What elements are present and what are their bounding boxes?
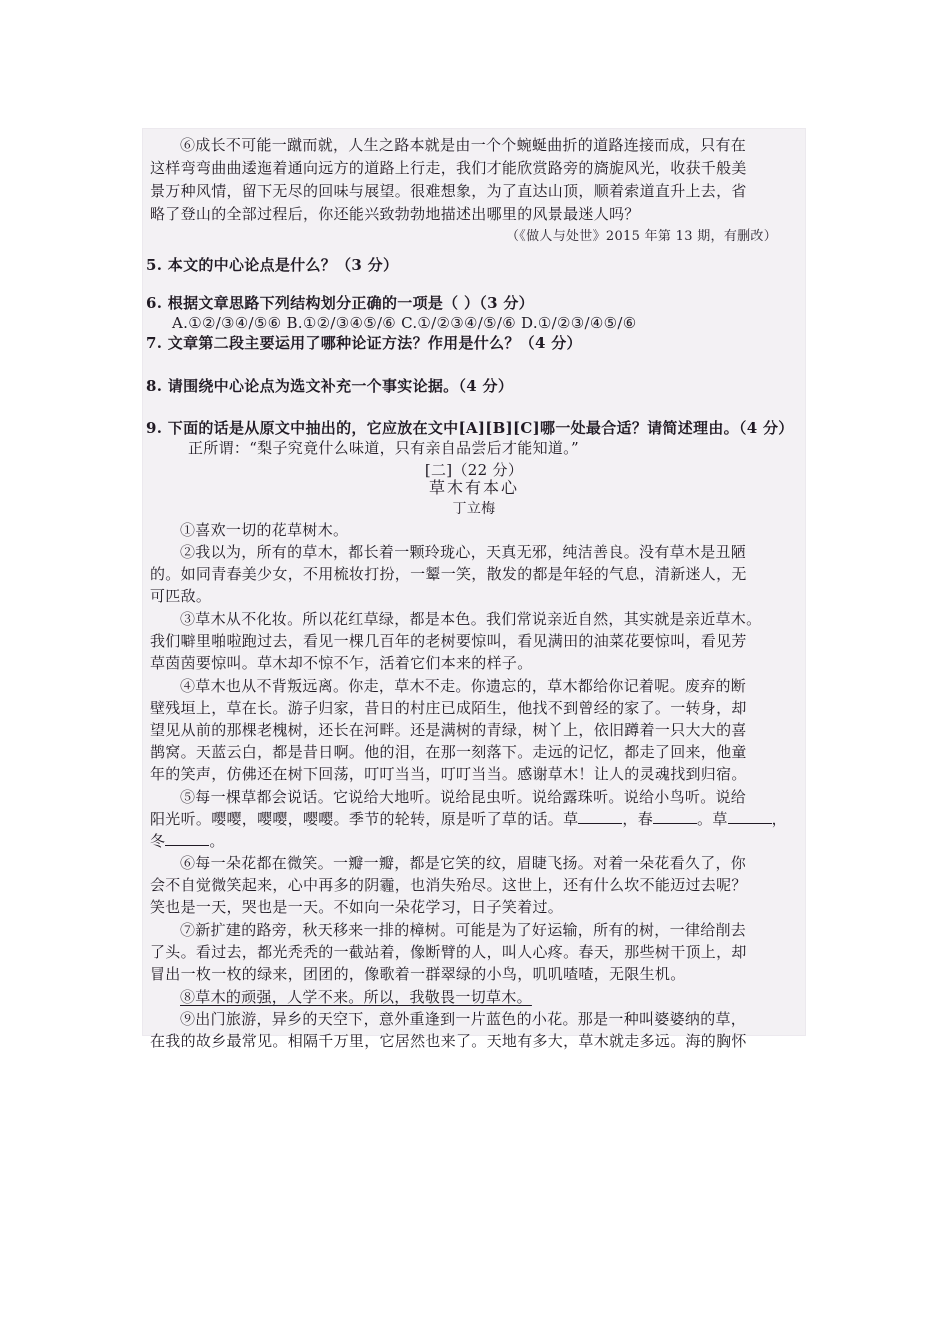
paragraph-line: 我们噼里啪啦跑过去，看见一棵几百年的老树要惊叫，看见满田的油菜花要惊叫，看见芳 — [150, 632, 747, 650]
answer-blank[interactable] — [653, 809, 697, 824]
paragraph-line: 会不自觉微笑起来，心中再多的阴霾，也消失殆尽。这世上，还有什么坎不能迈过去呢？ — [150, 876, 747, 894]
paragraph-line: ②我以为，所有的草木，都长着一颗玲珑心，天真无邪，纯洁善良。没有草木是丑陋 — [180, 543, 747, 561]
question-7: 7. 文章第二段主要运用了哪种论证方法？作用是什么？（4 分） — [146, 334, 582, 352]
paragraph-line: ①喜欢一切的花草树木。 — [180, 521, 349, 539]
paragraph-line: 望见从前的那棵老槐树，还长在河畔。还是满树的青绿，树丫上，依旧蹲着一只大大的喜 — [150, 721, 747, 739]
source-citation: （《做人与处世》2015 年第 13 期，有删改） — [506, 229, 778, 244]
question-8: 8. 请围绕中心论点为选文补充一个事实论据。（4 分） — [146, 377, 514, 395]
paragraph-line: 景万种风情，留下无尽的回味与展望。很难想象，为了直达山顶，顺着索道直升上去，省 — [150, 182, 747, 200]
text-run: 。草 — [697, 810, 728, 828]
paragraph-line: ⑥成长不可能一蹴而就，人生之路本就是由一个个蜿蜒曲折的道路连接而成，只有在 — [180, 136, 747, 154]
answer-blank[interactable] — [578, 809, 622, 824]
paragraph-line: 了头。看过去，都光秃秃的一截站着，像断臂的人，叫人心疼。春天，那些树干顶上，却 — [150, 943, 747, 961]
question-9: 9. 下面的话是从原文中抽出的，它应放在文中[A][B][C]哪一处最合适？请简述理由。（4 分） — [146, 419, 794, 437]
paragraph-line: ③草木从不化妆。所以花红草绿，都是本色。我们常说亲近自然，其实就是亲近草木。 — [180, 610, 762, 628]
essay-author: 丁立梅 — [452, 501, 496, 517]
paragraph-line: 略了登山的全部过程后，你还能兴致勃勃地描述出哪里的风景最迷人吗？ — [150, 205, 640, 223]
paragraph-line: 冒出一枚一枚的绿来，团团的，像歌着一群翠绿的小鸟，叽叽喳喳，无限生机。 — [150, 965, 686, 983]
question-6: 6. 根据文章思路下列结构划分正确的一项是（ ）（3 分） — [146, 294, 534, 312]
document-body-end — [150, 1008, 798, 1098]
paragraph-line: 草茵茵要惊叫。草木却不惊不乍，活着它们本来的样子。 — [150, 654, 533, 672]
paragraph-line: 壁残垣上，草在长。游子归家，昔日的村庄已成陌生，他找不到曾经的家了。一转身，却 — [150, 699, 747, 717]
paragraph-line: ⑨出门旅游，异乡的天空下，意外重逢到一片蓝色的小花。那是一种叫婆婆纳的草， — [180, 1010, 747, 1028]
paragraph-line: ④草木也从不背叛远离。你走，草木不走。你遗忘的，草木都给你记着呢。废弃的断 — [180, 677, 747, 695]
paragraph-line: 在我的故乡最常见。相隔千万里，它居然也来了。天地有多大，草木就走多远。海的胸怀 — [150, 1032, 747, 1050]
paragraph-line-with-blanks — [150, 808, 787, 830]
paragraph-line: 笑也是一天，哭也是一天。不如向一朵花学习，日子笑着过。 — [150, 898, 564, 916]
text-run: ， — [771, 810, 787, 828]
answer-blank[interactable] — [165, 831, 209, 846]
paragraph-line: ⑦新扩建的路旁，秋天移来一排的樟树。可能是为了好运输，所有的树，一律给削去 — [180, 921, 747, 939]
text-run: 阳光听。嘤嘤，嘤嘤，嘤嘤。季节的轮转，原是听了草的话。草 — [150, 810, 579, 828]
question-5: 5. 本文的中心论点是什么？（3 分） — [146, 256, 399, 274]
paragraph-line: 可匹敌。 — [150, 587, 212, 605]
text-run: 。 — [209, 832, 225, 850]
paragraph-line-with-blanks — [150, 830, 225, 852]
underlined-sentence: ⑧草木的顽强，人学不来。所以，我敬畏一切草木。 — [180, 988, 532, 1006]
paragraph-line: 鹊窝。天蓝云白，都是昔日啊。他的泪，在那一刻落下。走远的记忆，都走了回来，他童 — [150, 743, 747, 761]
paragraph-line: 这样弯弯曲曲逶迤着通向远方的道路上行走，我们才能欣赏路旁的旖旎风光，收获千般美 — [150, 159, 747, 177]
paragraph-line: ⑤每一棵草都会说话。它说给大地听。说给昆虫听。说给露珠听。说给小鸟听。说给 — [180, 788, 747, 806]
question-9-quote: 正所谓：“梨子究竟什么味道，只有亲自品尝后才能知道。” — [188, 439, 579, 457]
paragraph-line: 年的笑声，仿佛还在树下回荡，叮叮当当，叮叮当当。感谢草木！让人的灵魂找到归宿。 — [150, 765, 747, 783]
text-run: ，春 — [622, 810, 654, 828]
text-run: 冬 — [150, 832, 166, 850]
section-heading: [二]（22 分） — [424, 461, 524, 479]
answer-blank[interactable] — [728, 809, 772, 824]
paragraph-line: ⑥每一朵花都在微笑。一瓣一瓣，都是它笑的纹，眉睫飞扬。对着一朵花看久了，你 — [180, 854, 747, 872]
question-6-options: A.①②/③④/⑤⑥ B.①②/③④⑤/⑥ C.①/②③④/⑤/⑥ D.①/②③/④⑤/⑥ — [172, 314, 637, 332]
paragraph-line: 的。如同青春美少女，不用梳妆打扮，一颦一笑，散发的都是年轻的气息，清新迷人，无 — [150, 565, 747, 583]
essay-title: 草木有本心 — [428, 478, 519, 497]
